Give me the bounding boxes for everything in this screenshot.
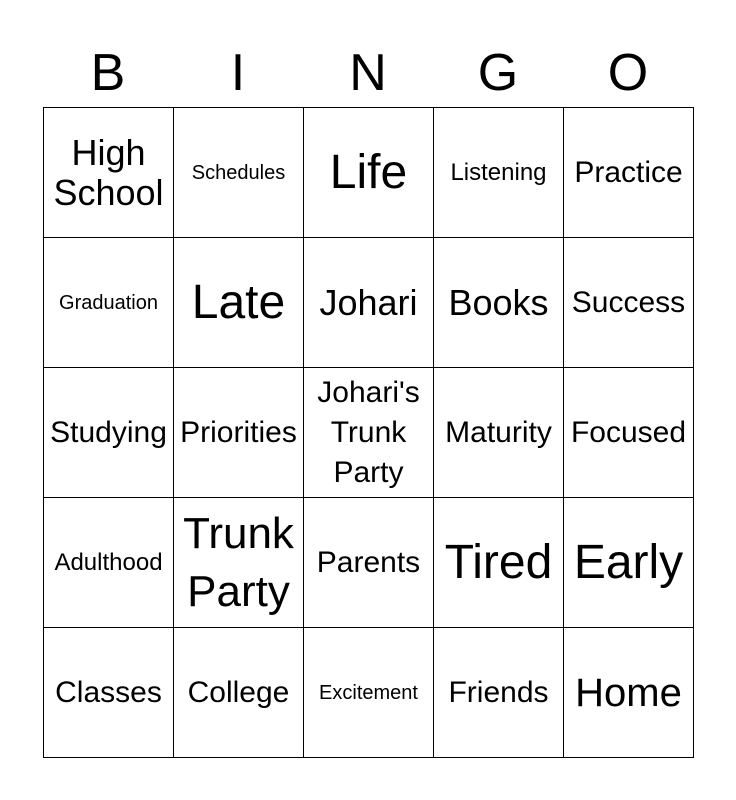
bingo-cell[interactable]: Studying xyxy=(44,368,174,498)
bingo-cell[interactable]: Success xyxy=(564,238,694,368)
bingo-cell[interactable]: Parents xyxy=(304,498,434,628)
bingo-cell[interactable]: Early xyxy=(564,498,694,628)
bingo-cell[interactable]: Listening xyxy=(434,108,564,238)
bingo-cell[interactable]: Johari's Trunk Party xyxy=(304,368,434,498)
bingo-cell[interactable]: Life xyxy=(304,108,434,238)
bingo-cell[interactable]: Maturity xyxy=(434,368,564,498)
header-letter-g: G xyxy=(477,44,519,102)
bingo-cell[interactable]: Excitement xyxy=(304,628,434,758)
bingo-cell[interactable]: Classes xyxy=(44,628,174,758)
bingo-cell[interactable]: Late xyxy=(174,238,304,368)
bingo-board xyxy=(43,107,694,758)
bingo-cell[interactable]: Trunk Party xyxy=(174,498,304,628)
bingo-cell[interactable]: Adulthood xyxy=(44,498,174,628)
bingo-cell[interactable]: Focused xyxy=(564,368,694,498)
bingo-cell[interactable]: High School xyxy=(44,108,174,238)
bingo-cell[interactable]: Johari xyxy=(304,238,434,368)
bingo-cell[interactable]: Practice xyxy=(564,108,694,238)
header-letter-i: I xyxy=(230,44,246,102)
bingo-cell[interactable]: Graduation xyxy=(44,238,174,368)
bingo-cell[interactable]: College xyxy=(174,628,304,758)
bingo-cell[interactable]: Tired xyxy=(434,498,564,628)
bingo-cell[interactable]: Schedules xyxy=(174,108,304,238)
bingo-header xyxy=(43,40,693,106)
bingo-cell[interactable]: Priorities xyxy=(174,368,304,498)
header-letter-b: B xyxy=(90,44,126,102)
header-letter-o: O xyxy=(607,44,649,102)
bingo-cell[interactable]: Books xyxy=(434,238,564,368)
header-letter-n: N xyxy=(349,44,387,102)
bingo-cell[interactable]: Friends xyxy=(434,628,564,758)
bingo-cell[interactable]: Home xyxy=(564,628,694,758)
